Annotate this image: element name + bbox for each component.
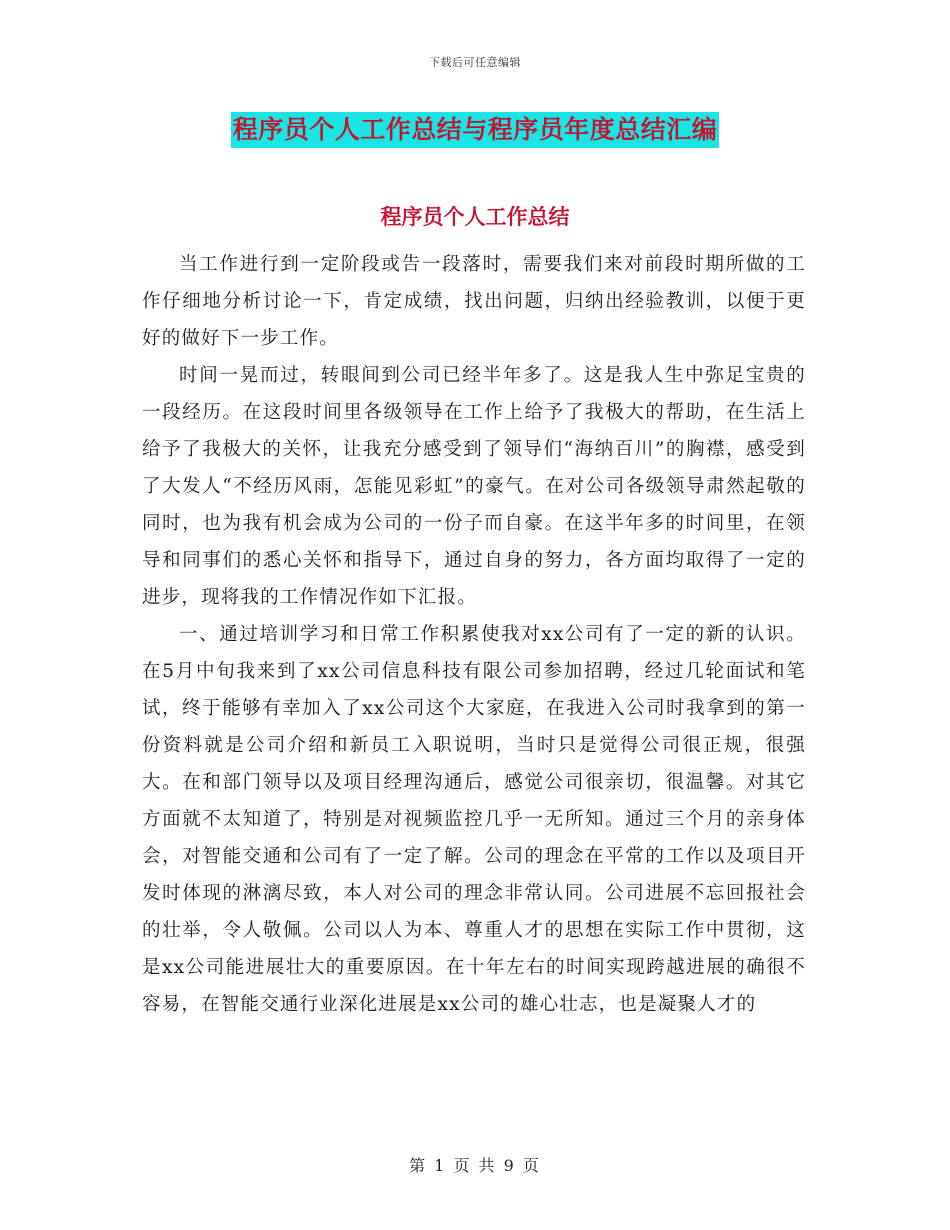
main-title: 程序员个人工作总结与程序员年度总结汇编 (231, 112, 720, 148)
body-text (142, 246, 806, 1023)
paragraph: 当工作进行到一定阶段或告一段落时，需要我们来对前段时期所做的工作仔细地分析讨论一下，肯定成绩，找出问题，归纳出经验教训，以便于更好的做好下一步工作。 (142, 254, 806, 349)
paragraph: 时间一晃而过，转眼间到公司已经半年多了。这是我人生中弥足宝贵的一段经历。在这段时间里各级领导在工作上给予了我极大的帮助，在生活上给予了我极大的关怀，让我充分感受到了领导们“海纳百川”的胸襟，感受到了大发人“不经历风雨，怎能见彩虹”的豪气。在对公司各级领导肃然起敬的同时，也为我有机会成为公司的一份子而自豪。在这半年多的时间里，在领导和同事们的悉心关怀和指导下，通过自身的努力，各方面均取得了一定的进步，现将我的工作情况作如下汇报。 (142, 365, 806, 608)
paragraph: 一、通过培训学习和日常工作积累使我对xx公司有了一定的新的认识。在5月中旬我来到了xx公司信息科技有限公司参加招聘，经过几轮面试和笔试，终于能够有幸加入了xx公司这个大家庭，在我进入公司时我拿到的第一份资料就是公司介绍和新员工入职说明，当时只是觉得公司很正规，很强大。在和部门领导以及项目经理沟通后，感觉公司很亲切，很温馨。对其它方面就不太知道了，特别是对视频监控几乎一无所知。通过三个月的亲身体会，对智能交通和公司有了一定了解。公司的理念在平常的工作以及项目开发时体现的淋漓尽致，本人对公司的理念非常认同。公司进展不忘回报社会的壮举，令人敬佩。公司以人为本、尊重人才的思想在实际工作中贯彻，这是xx公司能进展壮大的重要原因。在十年左右的时间实现跨越进展的确很不容易，在智能交通行业深化进展是xx公司的雄心壮志，也是凝聚人才的 (142, 624, 806, 1015)
page-footer: 第 1 页 共 9 页 (409, 1156, 541, 1175)
header-note: 下载后可任意编辑 (429, 56, 521, 69)
main-title-wrap (0, 112, 950, 148)
section-title: 程序员个人工作总结 (380, 204, 570, 229)
